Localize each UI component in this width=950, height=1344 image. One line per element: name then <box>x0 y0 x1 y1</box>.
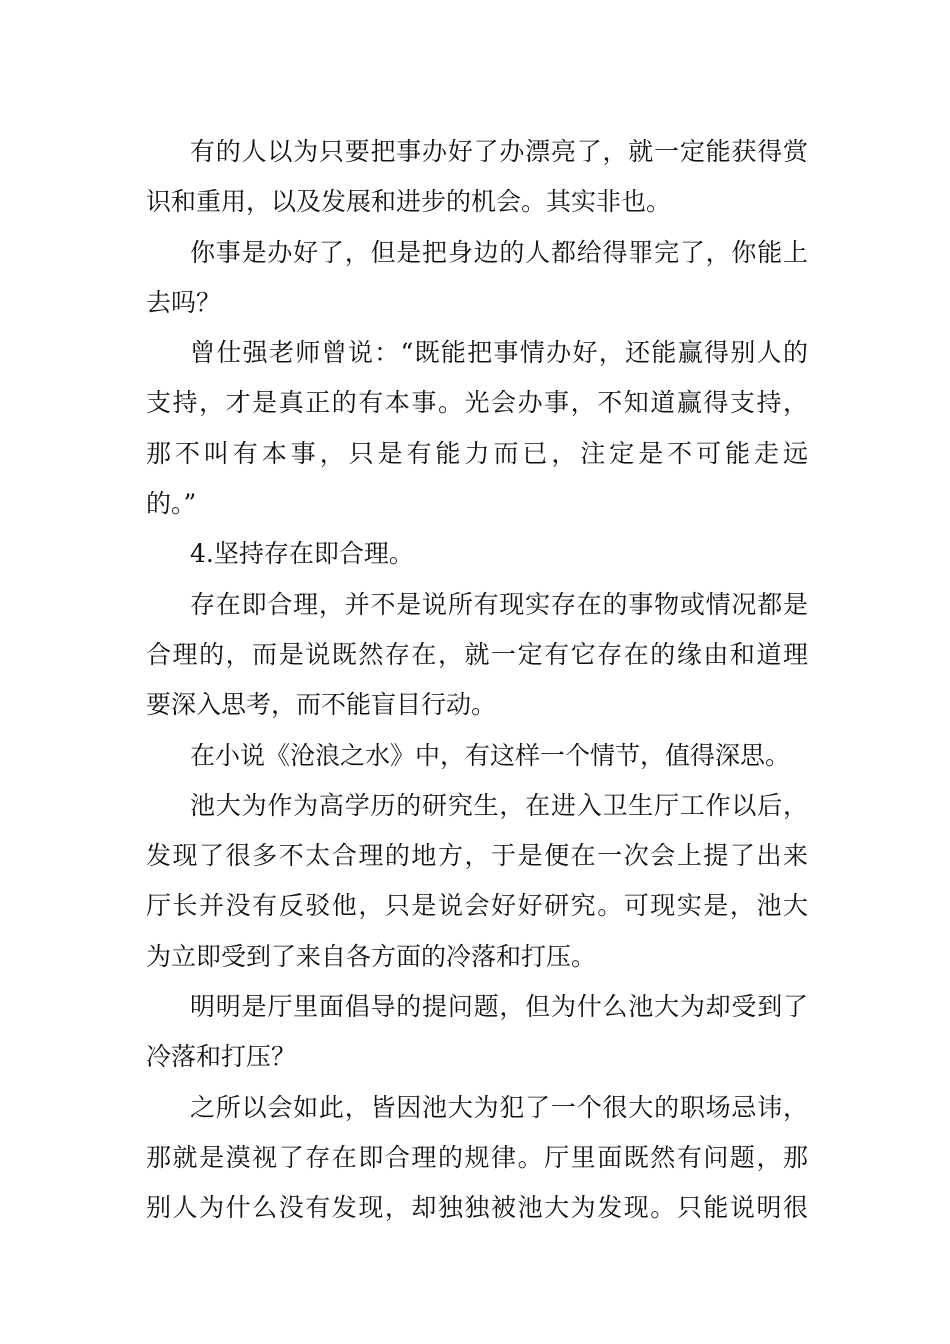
document-body <box>146 127 808 1234</box>
text-line: 存在即合理，并不是说所有现实存在的事物或情况都是 <box>190 589 808 619</box>
text-line: 之所以会如此，皆因池大为犯了一个很大的职场忌讳， <box>190 1092 808 1122</box>
text-line: 发现了很多不太合理的地方，于是便在一次会上提了出来 <box>146 841 808 871</box>
text-line: 支持，才是真正的有本事。光会办事，不知道赢得支持， <box>146 388 808 418</box>
text-line: 的。” <box>146 489 197 519</box>
text-line: 曾仕强老师曾说：“既能把事情办好，还能赢得别人的 <box>190 338 808 368</box>
text-line: 那不叫有本事，只是有能力而已，注定是不可能走远 <box>146 438 808 468</box>
text-line: 冷落和打压？ <box>146 1042 297 1072</box>
text-line: 在小说《沧浪之水》中，有这样一个情节，值得深思。 <box>190 740 791 770</box>
text-line: 去吗？ <box>146 287 222 317</box>
text-line: 那就是漠视了存在即合理的规律。厅里面既然有问题，那 <box>146 1142 808 1172</box>
text-line: 4.坚持存在即合理。 <box>190 539 414 569</box>
text-line: 池大为作为高学历的研究生，在进入卫生厅工作以后， <box>190 790 808 820</box>
text-line: 你事是办好了，但是把身边的人都给得罪完了，你能上 <box>190 237 808 267</box>
text-line: 厅长并没有反驳他，只是说会好好研究。可现实是，池大 <box>146 891 808 921</box>
text-line: 合理的，而是说既然存在，就一定有它存在的缘由和道理 <box>146 639 808 669</box>
text-line: 有的人以为只要把事办好了办漂亮了，就一定能获得赏 <box>190 137 808 166</box>
text-line: 识和重用，以及发展和进步的机会。其实非也。 <box>146 187 672 217</box>
text-line: 要深入思考，而不能盲目行动。 <box>146 690 497 720</box>
text-line: 别人为什么没有发现，却独独被池大为发现。只能说明很 <box>146 1193 808 1223</box>
text-line: 为立即受到了来自各方面的冷落和打压。 <box>146 941 597 971</box>
text-line: 明明是厅里面倡导的提问题，但为什么池大为却受到了 <box>190 992 808 1022</box>
